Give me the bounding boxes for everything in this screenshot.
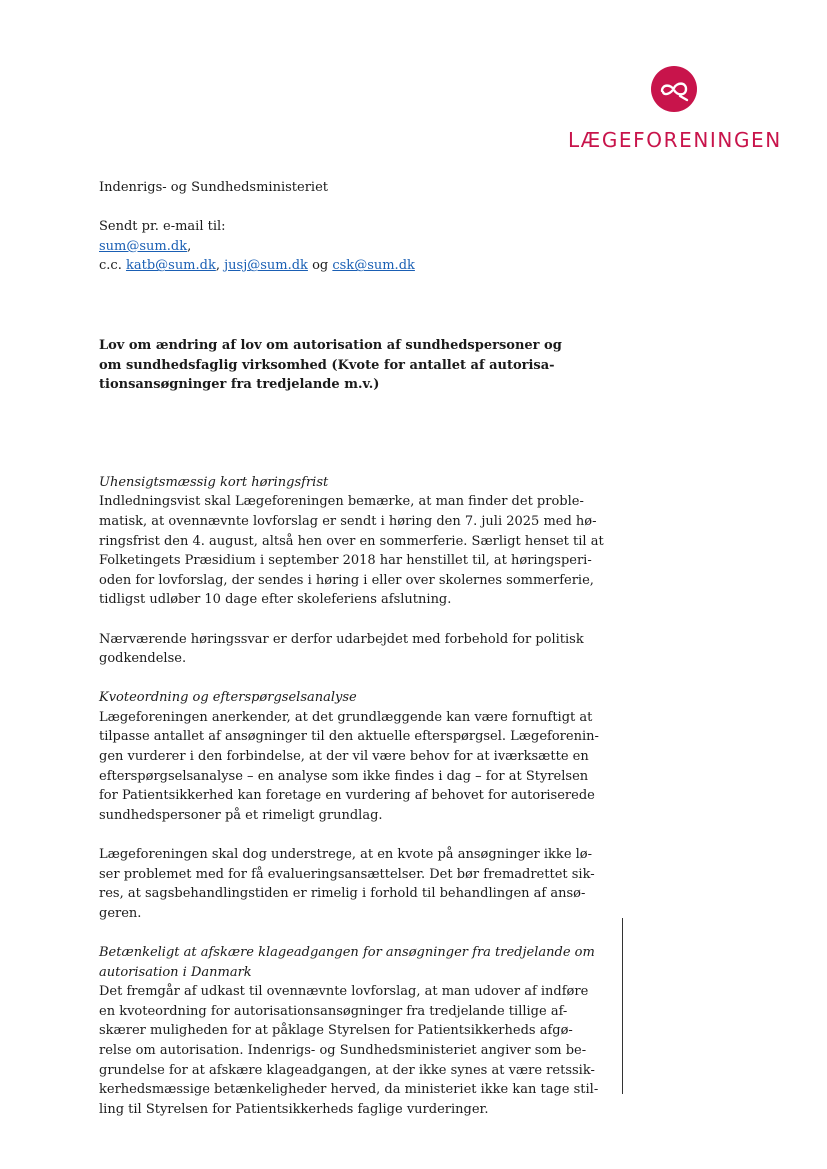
title-line: Lov om ændring af lov om autorisation af sundhedspersoner og: [99, 337, 562, 353]
margin-divider-line: [622, 918, 623, 1094]
primary-email-link[interactable]: sum@sum.dk: [99, 238, 188, 254]
paragraph-line: Det fremgår af udkast til ovennævnte lovforslag, at man udover af indføre: [99, 984, 589, 1000]
primary-email-suffix: ,: [187, 238, 192, 254]
paragraph-line: en kvoteordning for autorisationsansøgninger fra tredjelande tillige af-: [99, 1003, 568, 1019]
paragraph-line: ringsfrist den 4. august, altså hen over en sommerferie. Særligt henset til at: [99, 533, 604, 549]
paragraph-line: efterspørgselsanalyse – en analyse som ikke findes i dag – for at Styrelsen: [99, 768, 589, 784]
title-line: tionsansøgninger fra tredjelande m.v.): [99, 377, 380, 393]
document-title: [99, 336, 579, 395]
recipient-name: Indenrigs- og Sundhedsministeriet: [99, 180, 328, 195]
paragraph-line: Lægeforeningen anerkender, at det grundlæggende kan være fornuftigt at: [99, 709, 593, 725]
primary-email-line: [99, 237, 579, 257]
letter-body: [99, 178, 604, 1119]
paragraph-line: grundelse for at afskære klageadgangen, at der ikke synes at være retssik-: [99, 1062, 595, 1078]
section-heading: Betænkeligt at afskære klageadgangen for ansøgninger fra tredjelande om: [99, 945, 595, 960]
paragraph-line: relse om autorisation. Indenrigs- og Sundhedsministeriet angiver som be-: [99, 1042, 587, 1058]
cc-prefix: c.c.: [99, 258, 126, 274]
paragraph-line: godkendelse.: [99, 651, 187, 667]
paragraph-line: ling til Styrelsen for Patientsikkerheds faglige vurderinger.: [99, 1101, 489, 1117]
section-heading: Kvoteordning og efterspørgselsanalyse: [99, 690, 357, 706]
paragraph-line: Nærværende høringssvar er derfor udarbejdet med forbehold for politisk: [99, 631, 584, 647]
paragraph-line: res, at sagsbehandlingstiden er rimelig i forhold til behandlingen af ansø-: [99, 886, 586, 902]
paragraph-line: oden for lovforslag, der sendes i høring i eller over skolernes sommerferie,: [99, 572, 594, 588]
paragraph-line: tidligst udløber 10 dage efter skoleferiens afslutning.: [99, 592, 452, 608]
section-horingsfrist: [99, 473, 604, 610]
cc-separator-2: og: [307, 258, 333, 274]
laegeforeningen-logo-icon: [651, 66, 697, 112]
sent-label: Sendt pr. e-mail til:: [99, 219, 226, 235]
paragraph-line: gen vurderer i den forbindelse, at der vil være behov for at iværksætte en: [99, 749, 589, 765]
paragraph-line: for Patientsikkerhed kan foretage en vurdering af behovet for autoriserede: [99, 788, 595, 804]
paragraph-line: Indledningsvist skal Lægeforeningen bemærke, at man finder det proble-: [99, 494, 584, 510]
section-forbehold: [99, 630, 584, 669]
section-kvoteordning: [99, 688, 599, 825]
paragraph-line: skærer muligheden for at påklage Styrelsen for Patientsikkerheds afgø-: [99, 1023, 573, 1039]
cc-line: [99, 256, 579, 276]
cc-email-link-3[interactable]: csk@sum.dk: [332, 258, 415, 274]
section-evalueringsansaettelser: [99, 845, 595, 923]
paragraph-line: kerhedsmæssige betænkeligheder herved, da ministeriet ikke kan tage stil-: [99, 1082, 599, 1098]
paragraph-line: geren.: [99, 905, 142, 921]
cc-email-link-1[interactable]: katb@sum.dk: [125, 258, 216, 274]
paragraph-line: ser problemet med for få evalueringsansættelser. Det bør fremadrettet sik-: [99, 866, 595, 882]
title-line: om sundhedsfaglig virksomhed (Kvote for antallet af autorisa-: [99, 357, 555, 373]
paragraph-line: tilpasse antallet af ansøgninger til den aktuelle efterspørgsel. Lægeforenin-: [99, 729, 599, 745]
section-heading: Uhensigtsmæssig kort høringsfrist: [99, 474, 329, 490]
paragraph-line: Folketingets Præsidium i september 2018 har henstillet til, at høringsperi-: [99, 553, 592, 569]
logo-wordmark: LÆGEFORENINGEN: [568, 128, 782, 152]
cc-separator-1: ,: [215, 258, 225, 274]
paragraph-line: matisk, at ovennævnte lovforslag er sendt i høring den 7. juli 2025 med hø-: [99, 513, 597, 529]
cc-email-link-2[interactable]: jusj@sum.dk: [224, 258, 308, 274]
section-klageadgang: [99, 943, 599, 1119]
section-heading: autorisation i Danmark: [99, 964, 252, 980]
paragraph-line: sundhedspersoner på et rimeligt grundlag.: [99, 807, 383, 823]
paragraph-line: Lægeforeningen skal dog understrege, at en kvote på ansøgninger ikke lø-: [99, 847, 593, 863]
